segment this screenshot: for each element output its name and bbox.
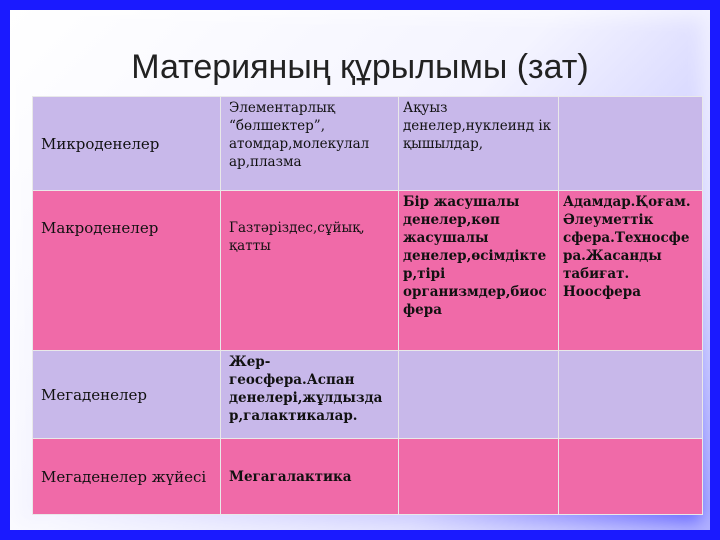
row-label: Микроденелер <box>33 97 221 191</box>
matter-structure-table <box>32 96 703 515</box>
table-cell <box>399 439 559 515</box>
table-row <box>33 97 703 191</box>
table-cell <box>559 351 703 439</box>
table-cell: Адамдар.Қоғам. Әлеуметтік сфера.Техносфе ра.Жасанды табиғат. Ноосфера <box>559 191 703 351</box>
row-label: Мегаденелер жүйесі <box>33 439 221 515</box>
table-cell: Ақуыз денелер,нуклеинд ік қышылдар, <box>399 97 559 191</box>
table-row <box>33 191 703 351</box>
row-label: Макроденелер <box>33 191 221 351</box>
table-cell <box>559 439 703 515</box>
row-label: Мегаденелер <box>33 351 221 439</box>
table-cell: Мегагалактика <box>221 439 399 515</box>
table-cell: Бір жасушалы денелер,көп жасушалы денелер,өсімдікте р,тірі организмдер,биос фера <box>399 191 559 351</box>
table-cell: Газтәріздес,сұйық, қатты <box>221 191 399 351</box>
table-cell: Элементарлық “бөлшектер”, атомдар,молекулал ар,плазма <box>221 97 399 191</box>
table-row <box>33 439 703 515</box>
table-cell <box>399 351 559 439</box>
table-cell: Жер-геосфера.Аспан денелері,жұлдызда р,галактикалар. <box>221 351 399 439</box>
table-row <box>33 351 703 439</box>
table-cell <box>559 97 703 191</box>
slide-title: Материяның құрылымы (зат) <box>131 48 589 86</box>
